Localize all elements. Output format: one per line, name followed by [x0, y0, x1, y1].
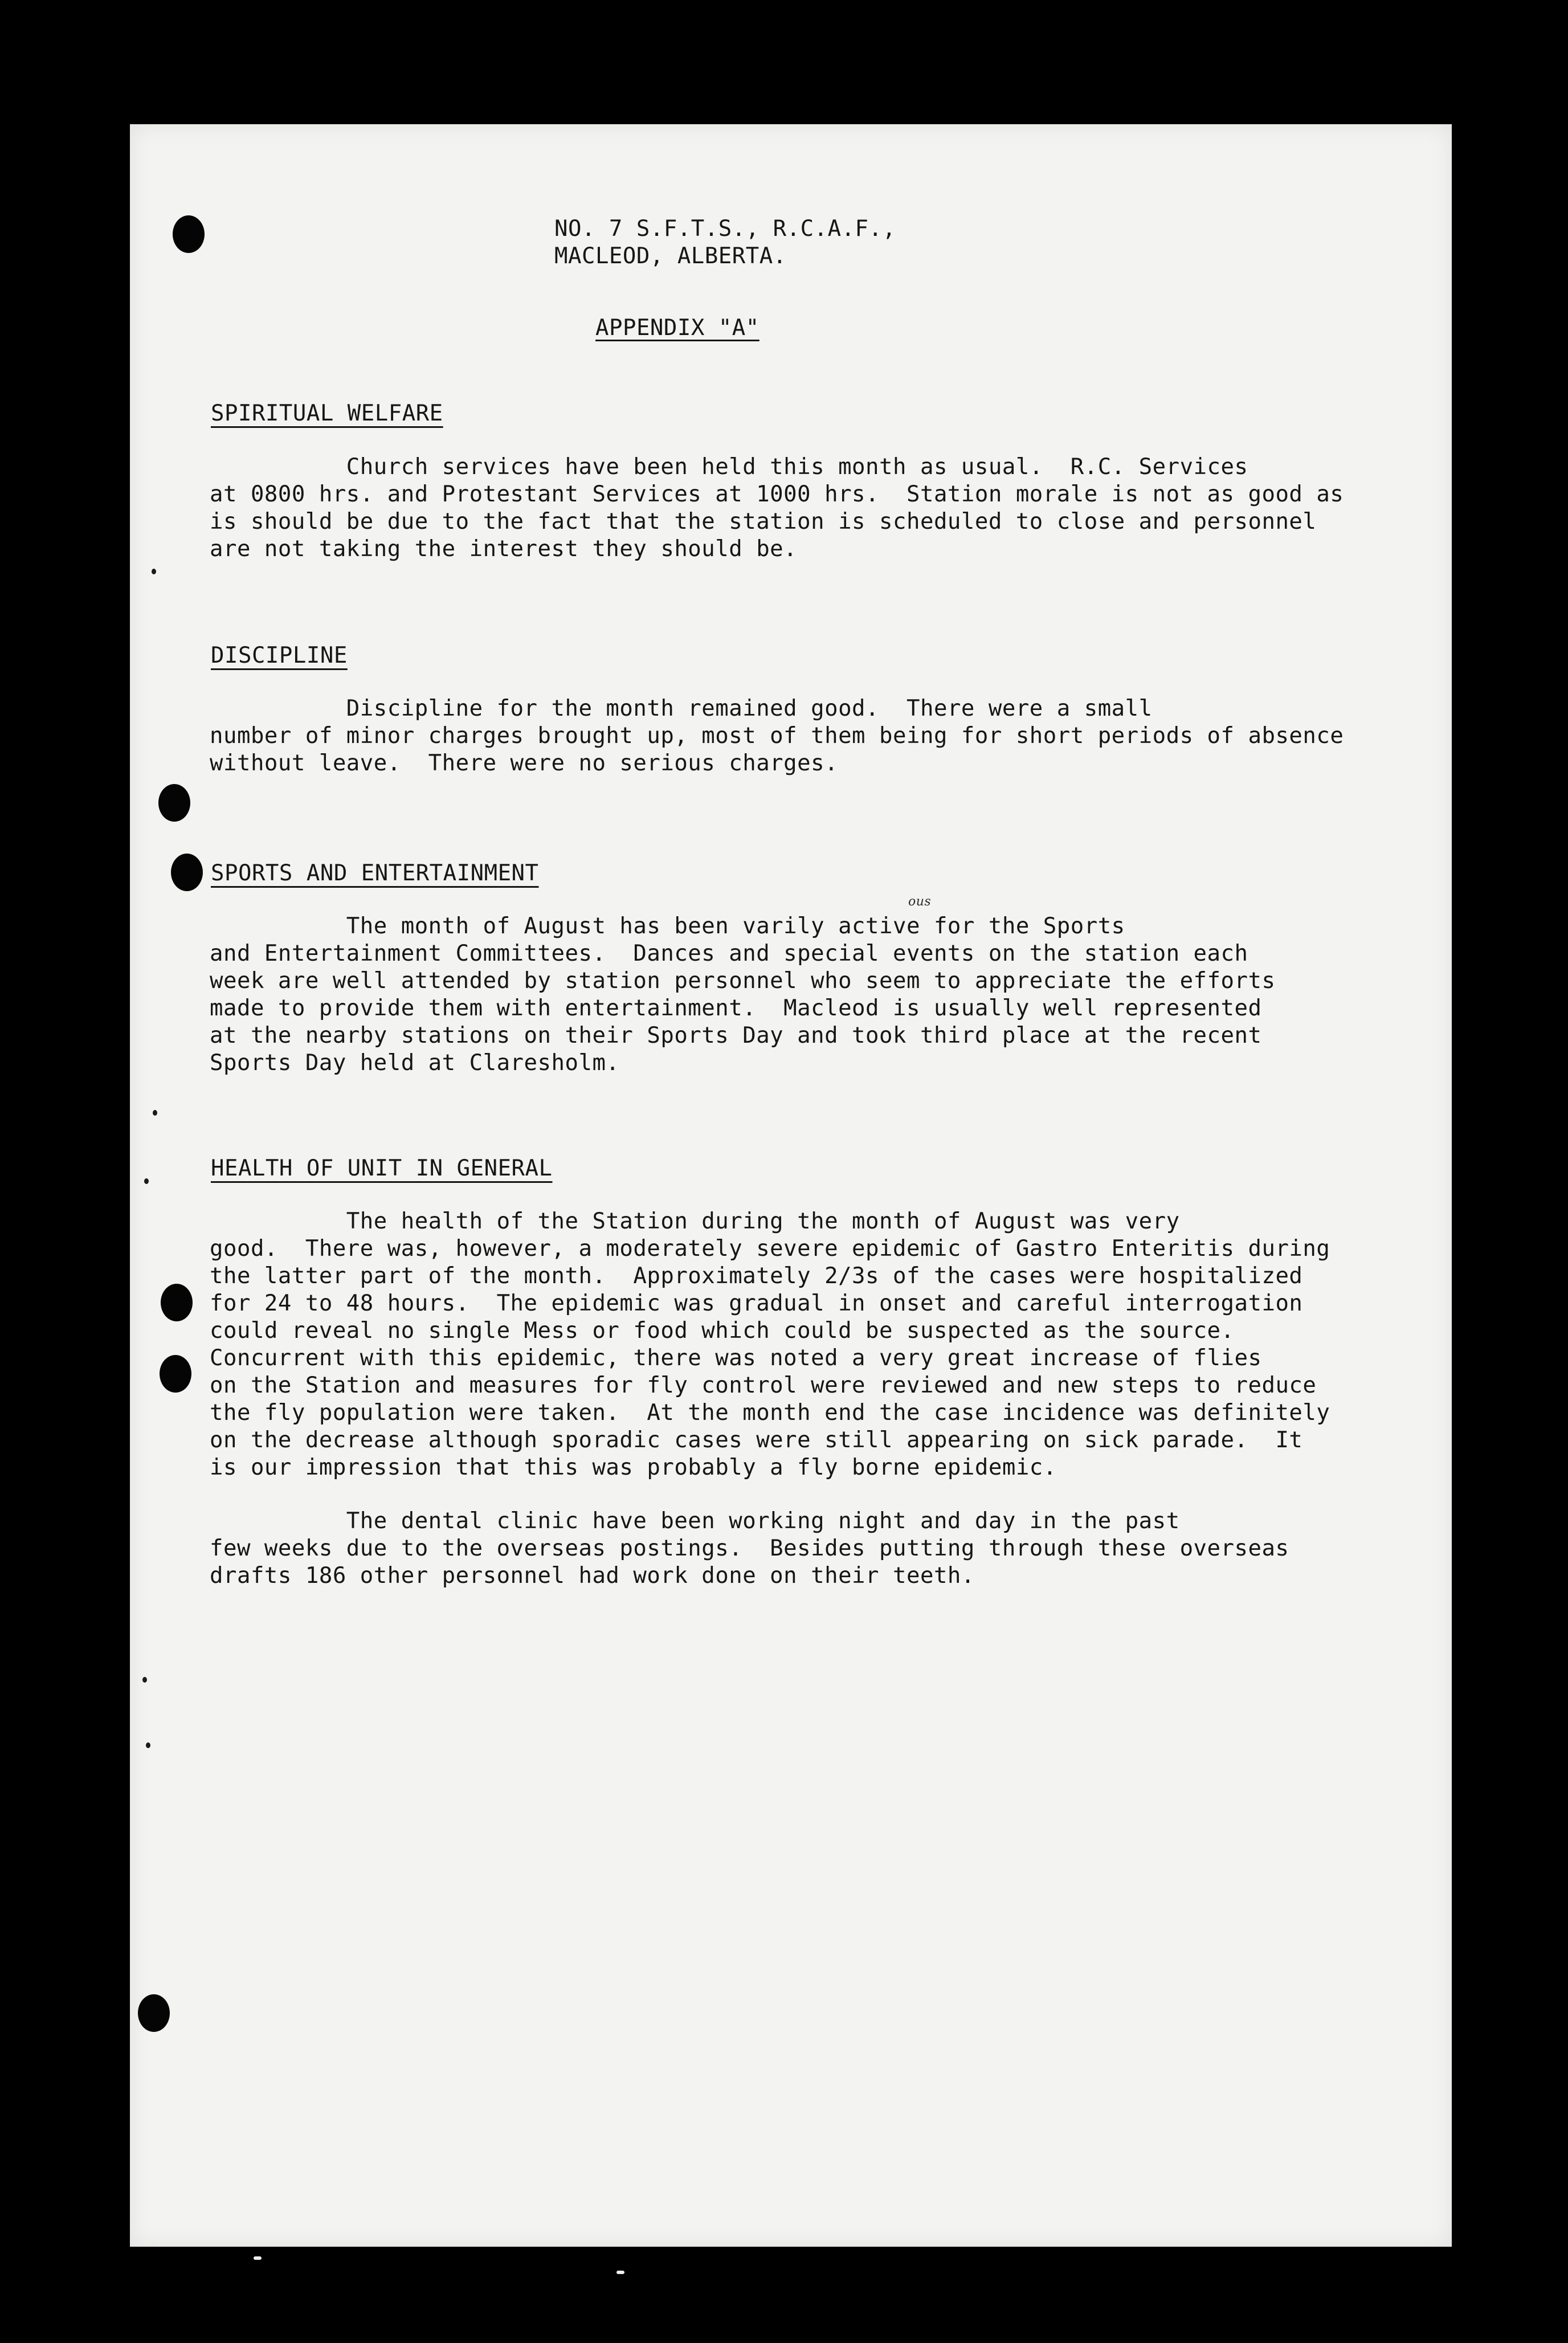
paragraph-line: and Entertainment Committees. Dances and special events on the station each	[210, 941, 1248, 966]
appendix-title: APPENDIX "A"	[595, 315, 760, 341]
handwritten-correction: ous	[908, 895, 932, 909]
paragraph-line: Concurrent with this epidemic, there was noted a very great increase of flies	[210, 1345, 1262, 1371]
paragraph-line: could reveal no single Mess or food which could be suspected as the source.	[210, 1318, 1235, 1344]
paragraph-line: on the Station and measures for fly control were reviewed and new steps to reduce	[210, 1373, 1317, 1398]
paragraph-line: number of minor charges brought up, most of them being for short periods of absence	[210, 723, 1344, 749]
paragraph-line: is our impression that this was probably a fly borne epidemic.	[210, 1455, 1057, 1480]
paragraph-line: at the nearby stations on their Sports Day and took third place at the recent	[210, 1023, 1262, 1048]
ink-speck	[144, 1178, 149, 1184]
film-edge-mark	[616, 2271, 624, 2274]
punch-hole	[158, 784, 190, 822]
punch-hole	[161, 1284, 193, 1321]
heading-spiritual-welfare: SPIRITUAL WELFARE	[211, 401, 443, 426]
heading-discipline: DISCIPLINE	[211, 643, 348, 668]
paragraph-line: on the decrease although sporadic cases were still appearing on sick parade. It	[210, 1427, 1303, 1453]
unit-header-line-1: NO. 7 S.F.T.S., R.C.A.F.,	[554, 216, 896, 242]
punch-hole	[171, 854, 203, 891]
paragraph-line: without leave. There were no serious charges.	[210, 750, 839, 776]
paragraph-line: few weeks due to the overseas postings. Besides putting through these overseas	[210, 1536, 1289, 1561]
paragraph-line: is should be due to the fact that the station is scheduled to close and personnel	[210, 509, 1317, 534]
punch-hole	[160, 1355, 191, 1393]
paragraph-line: The month of August has been varily active for the Sports	[210, 913, 1125, 939]
paragraph-line: drafts 186 other personnel had work done on their teeth.	[210, 1563, 975, 1589]
ink-speck	[153, 1110, 157, 1116]
punch-hole	[138, 1994, 170, 2032]
paragraph-line: Sports Day held at Claresholm.	[210, 1050, 620, 1076]
film-edge-mark	[254, 2256, 262, 2260]
paragraph-line: The dental clinic have been working night and day in the past	[210, 1508, 1180, 1534]
punch-hole	[173, 215, 205, 253]
paragraph-line: made to provide them with entertainment. Macleod is usually well represented	[210, 995, 1262, 1021]
paragraph-line: The health of the Station during the month of August was very	[210, 1209, 1180, 1234]
unit-header-line-2: MACLEOD, ALBERTA.	[554, 243, 787, 269]
heading-sports-entertainment: SPORTS AND ENTERTAINMENT	[211, 860, 539, 886]
ink-speck	[152, 569, 156, 574]
paragraph-line: week are well attended by station personnel who seem to appreciate the efforts	[210, 968, 1276, 994]
paragraph-line: the fly population were taken. At the month end the case incidence was definitely	[210, 1400, 1330, 1426]
paragraph-line: for 24 to 48 hours. The epidemic was gradual in onset and careful interrogation	[210, 1291, 1303, 1316]
heading-health-of-unit: HEALTH OF UNIT IN GENERAL	[211, 1156, 553, 1181]
document-page	[130, 124, 1452, 2247]
paragraph-line: good. There was, however, a moderately severe epidemic of Gastro Enteritis during	[210, 1236, 1330, 1262]
ink-speck	[142, 1677, 147, 1683]
paragraph-line: at 0800 hrs. and Protestant Services at 1000 hrs. Station morale is not as good as	[210, 481, 1344, 507]
paragraph-line: are not taking the interest they should be.	[210, 536, 798, 562]
paragraph-line: Church services have been held this month as usual. R.C. Services	[210, 454, 1248, 480]
paragraph-line: the latter part of the month. Approximately 2/3s of the cases were hospitalized	[210, 1263, 1303, 1289]
ink-speck	[146, 1742, 150, 1748]
paragraph-line: Discipline for the month remained good. There were a small	[210, 696, 1153, 721]
